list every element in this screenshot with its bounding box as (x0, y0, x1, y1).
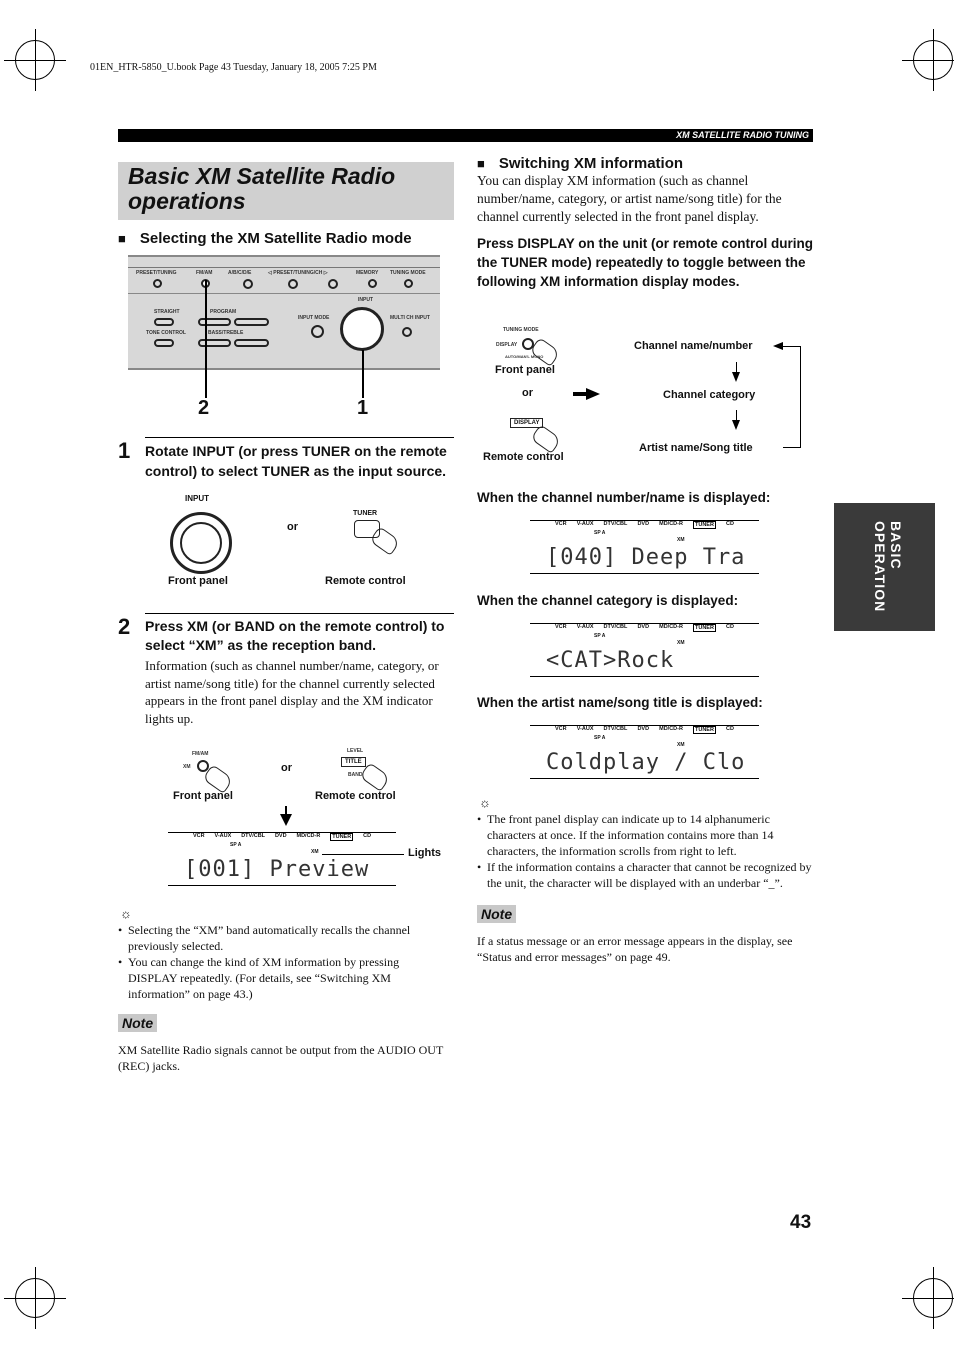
cycle-channel-name: Channel name/number (634, 340, 753, 352)
intro-text: You can display XM information (such as channel number/name, category, or artist name/song title) for the channel currently selected in the front panel display. (477, 173, 782, 224)
panel-label: FM/AM (196, 270, 213, 276)
panel-label: BASS/TREBLE (208, 330, 244, 336)
indicator: DVD (274, 833, 287, 839)
panel-label: PRESET/TUNING (136, 270, 177, 276)
case-label: When the channel number/name is displayed: (477, 490, 771, 505)
case-label: When the channel category is displayed: (477, 593, 739, 608)
indicator: CD (363, 833, 372, 839)
indicator: MD/CD-R (659, 521, 683, 527)
panel-label: MULTI CH INPUT (390, 315, 430, 321)
sp-indicator: SP A (230, 842, 242, 848)
left-tips-section (118, 906, 448, 1074)
section-bar: XM SATELLITE RADIO TUNING (118, 129, 813, 142)
step-2-body: Information (such as channel number/name, category, or artist name/song title) for the channel currently selected appears in the front panel display and the XM indicator lights up. (145, 658, 439, 726)
indicator-tuner: TUNER (695, 625, 714, 631)
title-button: TITLE (341, 757, 366, 767)
indicator: V-AUX (576, 726, 594, 732)
display-text: Coldplay / Clo (530, 748, 759, 779)
indicator-tuner: TUNER (695, 522, 714, 528)
note-label: Note (477, 905, 516, 923)
panel-label: INPUT (358, 297, 373, 303)
display-channel (530, 520, 759, 574)
remote-control-label: Remote control (483, 451, 564, 463)
band-label: BAND (348, 772, 363, 778)
display-label: DISPLAY (496, 342, 518, 348)
crop-mark (913, 40, 953, 80)
indicator: MD/CD-R (296, 833, 321, 839)
preset-up (328, 279, 338, 289)
program-left (198, 318, 231, 326)
front-panel-illustration (128, 255, 440, 370)
xm-indicator: XM (677, 640, 685, 646)
right-intro-section (477, 155, 817, 291)
note-text: XM Satellite Radio signals cannot be output from the AUDIO OUT (REC) jacks. (118, 1043, 444, 1073)
note-label: Note (118, 1014, 157, 1032)
file-info: 01EN_HTR-5850_U.book Page 43 Tuesday, January 18, 2005 7:25 PM (90, 62, 377, 73)
panel-label: MEMORY (356, 270, 379, 276)
tips-list (118, 922, 448, 1002)
tip-item: • Selecting the “XM” band automatically recalls the channel previously selected. (118, 922, 448, 954)
cycle-category: Channel category (663, 389, 756, 401)
indicator: V-AUX (214, 833, 232, 839)
arrow-down-icon (732, 420, 740, 430)
arrow-right-icon (573, 392, 587, 396)
arrow-left-icon (773, 342, 783, 350)
indicator: VCR (192, 833, 205, 839)
indicator: DTV/CBL (603, 624, 628, 630)
input-mode-button (311, 325, 324, 338)
panel-divider (128, 267, 440, 268)
tips-list (477, 811, 815, 891)
indicator: CD (726, 624, 734, 630)
hand-icon (529, 337, 561, 367)
indicator: DVD (637, 726, 650, 732)
panel-label: STRAIGHT (154, 309, 180, 315)
sp-indicator: SP A (594, 530, 606, 536)
bass-treble-plus (234, 339, 269, 347)
panel-label: TONE CONTROL (146, 330, 186, 336)
right-tips-section (477, 795, 815, 965)
indicator: CD (726, 521, 734, 527)
input-knob (340, 307, 384, 351)
indicator: CD (726, 726, 734, 732)
callout-line (362, 350, 364, 398)
remote-control-label: Remote control (325, 575, 406, 587)
indicator: VCR (555, 624, 567, 630)
or-label: or (287, 521, 298, 533)
front-panel-label: Front panel (495, 364, 555, 376)
display-text: <CAT>Rock (530, 646, 759, 677)
front-panel-label: Front panel (173, 790, 233, 802)
tone-control-button (154, 339, 174, 347)
indicator: DTV/CBL (241, 833, 266, 839)
crop-mark (15, 1278, 55, 1318)
tip-item: • If the information contains a character that cannot be recognized by the unit, the character will be displayed with an underbar “_”. (477, 859, 815, 891)
xm-indicator: XM (677, 742, 685, 748)
step-number: 2 (118, 614, 131, 639)
xm-label: XM (183, 764, 191, 770)
indicator-tuner: TUNER (332, 834, 352, 840)
indicator: VCR (555, 521, 567, 527)
sp-indicator: SP A (594, 735, 606, 741)
preset-down (288, 279, 298, 289)
sp-indicator: SP A (594, 633, 606, 639)
arrow-down-icon (280, 814, 292, 826)
indicator-tuner: TUNER (695, 727, 714, 733)
case-label: When the artist name/song title is displayed: (477, 695, 763, 710)
lights-pointer (322, 854, 404, 855)
program-right (234, 318, 269, 326)
step-number: 1 (118, 438, 131, 463)
panel-label: TUNING MODE (390, 270, 426, 276)
panel-label: INPUT MODE (298, 315, 330, 321)
lights-label: Lights (408, 847, 441, 859)
hand-icon (530, 424, 562, 454)
indicator: MD/CD-R (659, 624, 683, 630)
indicator: MD/CD-R (659, 726, 683, 732)
memory-button (368, 279, 377, 288)
arrow-right-icon (586, 388, 600, 400)
multi-ch-button (402, 327, 412, 337)
step-2-text: Press XM (or BAND on the remote control) to select “XM” as the reception band. (145, 618, 445, 653)
xm-indicator: XM (311, 849, 319, 855)
or-label: or (522, 387, 533, 399)
indicator: DVD (637, 521, 650, 527)
abcde-button (243, 279, 253, 289)
instruction-text: Press DISPLAY on the unit (or remote control during the TUNER mode) repeatedly to toggle between the following XM information display modes. (477, 236, 814, 289)
cycle-loop-line (783, 346, 801, 448)
remote-control-label: Remote control (315, 790, 396, 802)
straight-button (154, 318, 174, 326)
tip-item: • The front panel display can indicate up to 14 alphanumeric characters at once. If the information contains more than 14 characters, the information scrolls from right to left. (477, 811, 815, 859)
indicator: VCR (555, 726, 567, 732)
level-label: LEVEL (347, 748, 364, 754)
divider (145, 613, 454, 614)
indicator: DTV/CBL (603, 726, 628, 732)
page-title: Basic XM Satellite Radio operations (118, 162, 454, 220)
callout-line (205, 280, 207, 398)
preset-tuning-knob (153, 279, 162, 288)
heading-select-mode: ■ Selecting the XM Satellite Radio mode (118, 230, 412, 247)
bass-treble-minus (198, 339, 231, 347)
panel-label: ◁ PRESET/TUNING/CH ▷ (268, 270, 328, 276)
tuning-mode-button (404, 279, 413, 288)
note-text: If a status message or an error message appears in the display, see “Status and error messages” on page 49. (477, 934, 793, 964)
display-text: [001] Preview (168, 855, 396, 886)
auto-man-label: AUTO/MAN'L MONO (505, 354, 544, 359)
step-1-text: Rotate INPUT (or press TUNER on the remote control) to select TUNER as the input source. (145, 443, 447, 479)
tuner-label: TUNER (353, 510, 378, 517)
panel-label: PROGRAM (210, 309, 237, 315)
indicator: DTV/CBL (603, 521, 628, 527)
callout-2: 2 (198, 397, 210, 419)
page-number: 43 (790, 1212, 812, 1233)
or-label: or (281, 762, 292, 774)
indicator: V-AUX (576, 521, 594, 527)
tuning-mode-label: TUNING MODE (503, 327, 539, 333)
front-panel-label: Front panel (168, 575, 228, 587)
callout-1: 1 (357, 397, 369, 419)
tip-icon: ☼ (120, 906, 132, 921)
cycle-artist: Artist name/Song title (639, 442, 753, 454)
side-tab-label: BASIC OPERATION (872, 521, 904, 613)
xm-indicator: XM (677, 537, 685, 543)
divider (145, 437, 454, 438)
tip-item: • You can change the kind of XM information by pressing DISPLAY repeatedly. (For details, see “Switching XM information” on page 43.) (118, 954, 448, 1002)
arrow-down-icon (732, 372, 740, 382)
heading-switching: ■ Switching XM information (477, 155, 817, 172)
input-label: INPUT (185, 494, 209, 503)
tip-icon: ☼ (479, 795, 491, 810)
display-artist (530, 725, 759, 779)
display-remote-button: DISPLAY (510, 418, 543, 428)
indicator: DVD (637, 624, 650, 630)
display-preview (168, 832, 396, 886)
display-text: [040] Deep Tra (530, 543, 759, 574)
panel-divider (128, 293, 440, 294)
crop-mark (15, 40, 55, 80)
side-tab (834, 503, 935, 631)
input-knob-inner (180, 522, 222, 564)
display-category (530, 623, 759, 677)
crop-mark (913, 1278, 953, 1318)
indicator: V-AUX (576, 624, 594, 630)
fmam-label: FM/AM (192, 751, 209, 757)
panel-label: A/B/C/D/E (228, 270, 252, 276)
